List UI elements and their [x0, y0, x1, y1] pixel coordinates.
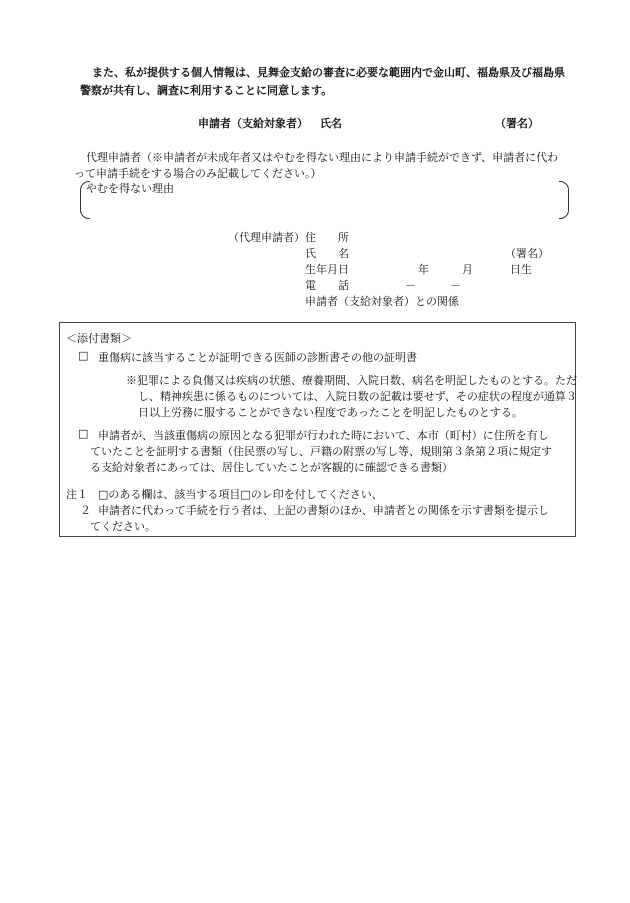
reason-label: やむを得ない理由 [86, 182, 174, 195]
birth-month-label: 月 [462, 263, 473, 276]
birth-day-label: 日生 [510, 263, 532, 276]
right-bracket [559, 181, 569, 219]
item1-note-line-2: し、精神疾患に係るものについては、入院日数の記載は要せず、その症状の程度が通算３ [138, 390, 577, 403]
applicant-signature-label: （署名） [495, 117, 539, 130]
attachments-title: ＜添付書類＞ [66, 332, 132, 345]
proxy-signature-label: （署名） [505, 247, 549, 260]
consent-line-2: 警察が共有し、調査に利用することに同意します。 [80, 84, 333, 97]
proxy-relationship-label: 申請者（支給対象者）との関係 [305, 295, 459, 308]
proxy-note-line-2: って申請手続をする場合のみ記載してください。） [74, 167, 322, 180]
applicant-label: 申請者（支給対象者） [198, 117, 308, 130]
note-2-text: 申請者に代わって手続を行う者は、上記の書類のほか、申請者との関係を示す書類を提示し [98, 504, 549, 517]
item2-checkbox[interactable]: □ [78, 427, 89, 440]
applicant-name-label: 氏名 [320, 117, 342, 130]
item1-note-line-1: ※犯罪による負傷又は疾病の状態、療養期間、入院日数、病名を明記したものとする。ただ [126, 374, 577, 387]
item1-checkbox[interactable]: □ [78, 349, 89, 362]
proxy-name-label: 氏 名 [305, 247, 349, 260]
note-2-continuation: てください。 [90, 520, 156, 533]
item2-line-2: ていたことを証明する書類（住民票の写し、戸籍の附票の写し等、規則第３条第２項に規定す [90, 445, 552, 458]
proxy-address-label: 住 所 [305, 231, 349, 244]
note-2-number: ２ [80, 504, 91, 517]
item2-line-1: 申請者が、当該重傷病の原因となる犯罪が行われた時において、本市（町村）に住所を有し [98, 429, 549, 442]
item1-text: 重傷病に該当することが証明できる医師の診断書その他の証明書 [98, 351, 417, 364]
consent-line-1: また、私が提供する個人情報は、見舞金支給の審査に必要な範囲内で金山町、福島県及び福島県 [92, 66, 565, 79]
note-1-text: □のある欄は、該当する項目□のレ印を付してください、 [98, 488, 383, 501]
proxy-phone-label: 電 話 [305, 279, 349, 292]
item1-note-line-3: 日以上労務に服することができない程度であったことを明記したものとする。 [138, 406, 523, 419]
phone-dash-1: － [405, 279, 416, 292]
phone-dash-2: － [450, 279, 461, 292]
proxy-note-line-1: 代理申請者（※申請者が未成年者又はやむを得ない理由により申請手続ができず、申請者に代わ [86, 151, 559, 164]
proxy-heading: （代理申請者） [228, 231, 305, 244]
proxy-birthdate-label: 生年月日 [305, 263, 349, 276]
note-1-number: 注１ [66, 488, 88, 501]
item2-line-3: る支給対象者にあっては、居住していたことが客観的に確認できる書類） [90, 461, 453, 474]
birth-year-label: 年 [418, 263, 429, 276]
